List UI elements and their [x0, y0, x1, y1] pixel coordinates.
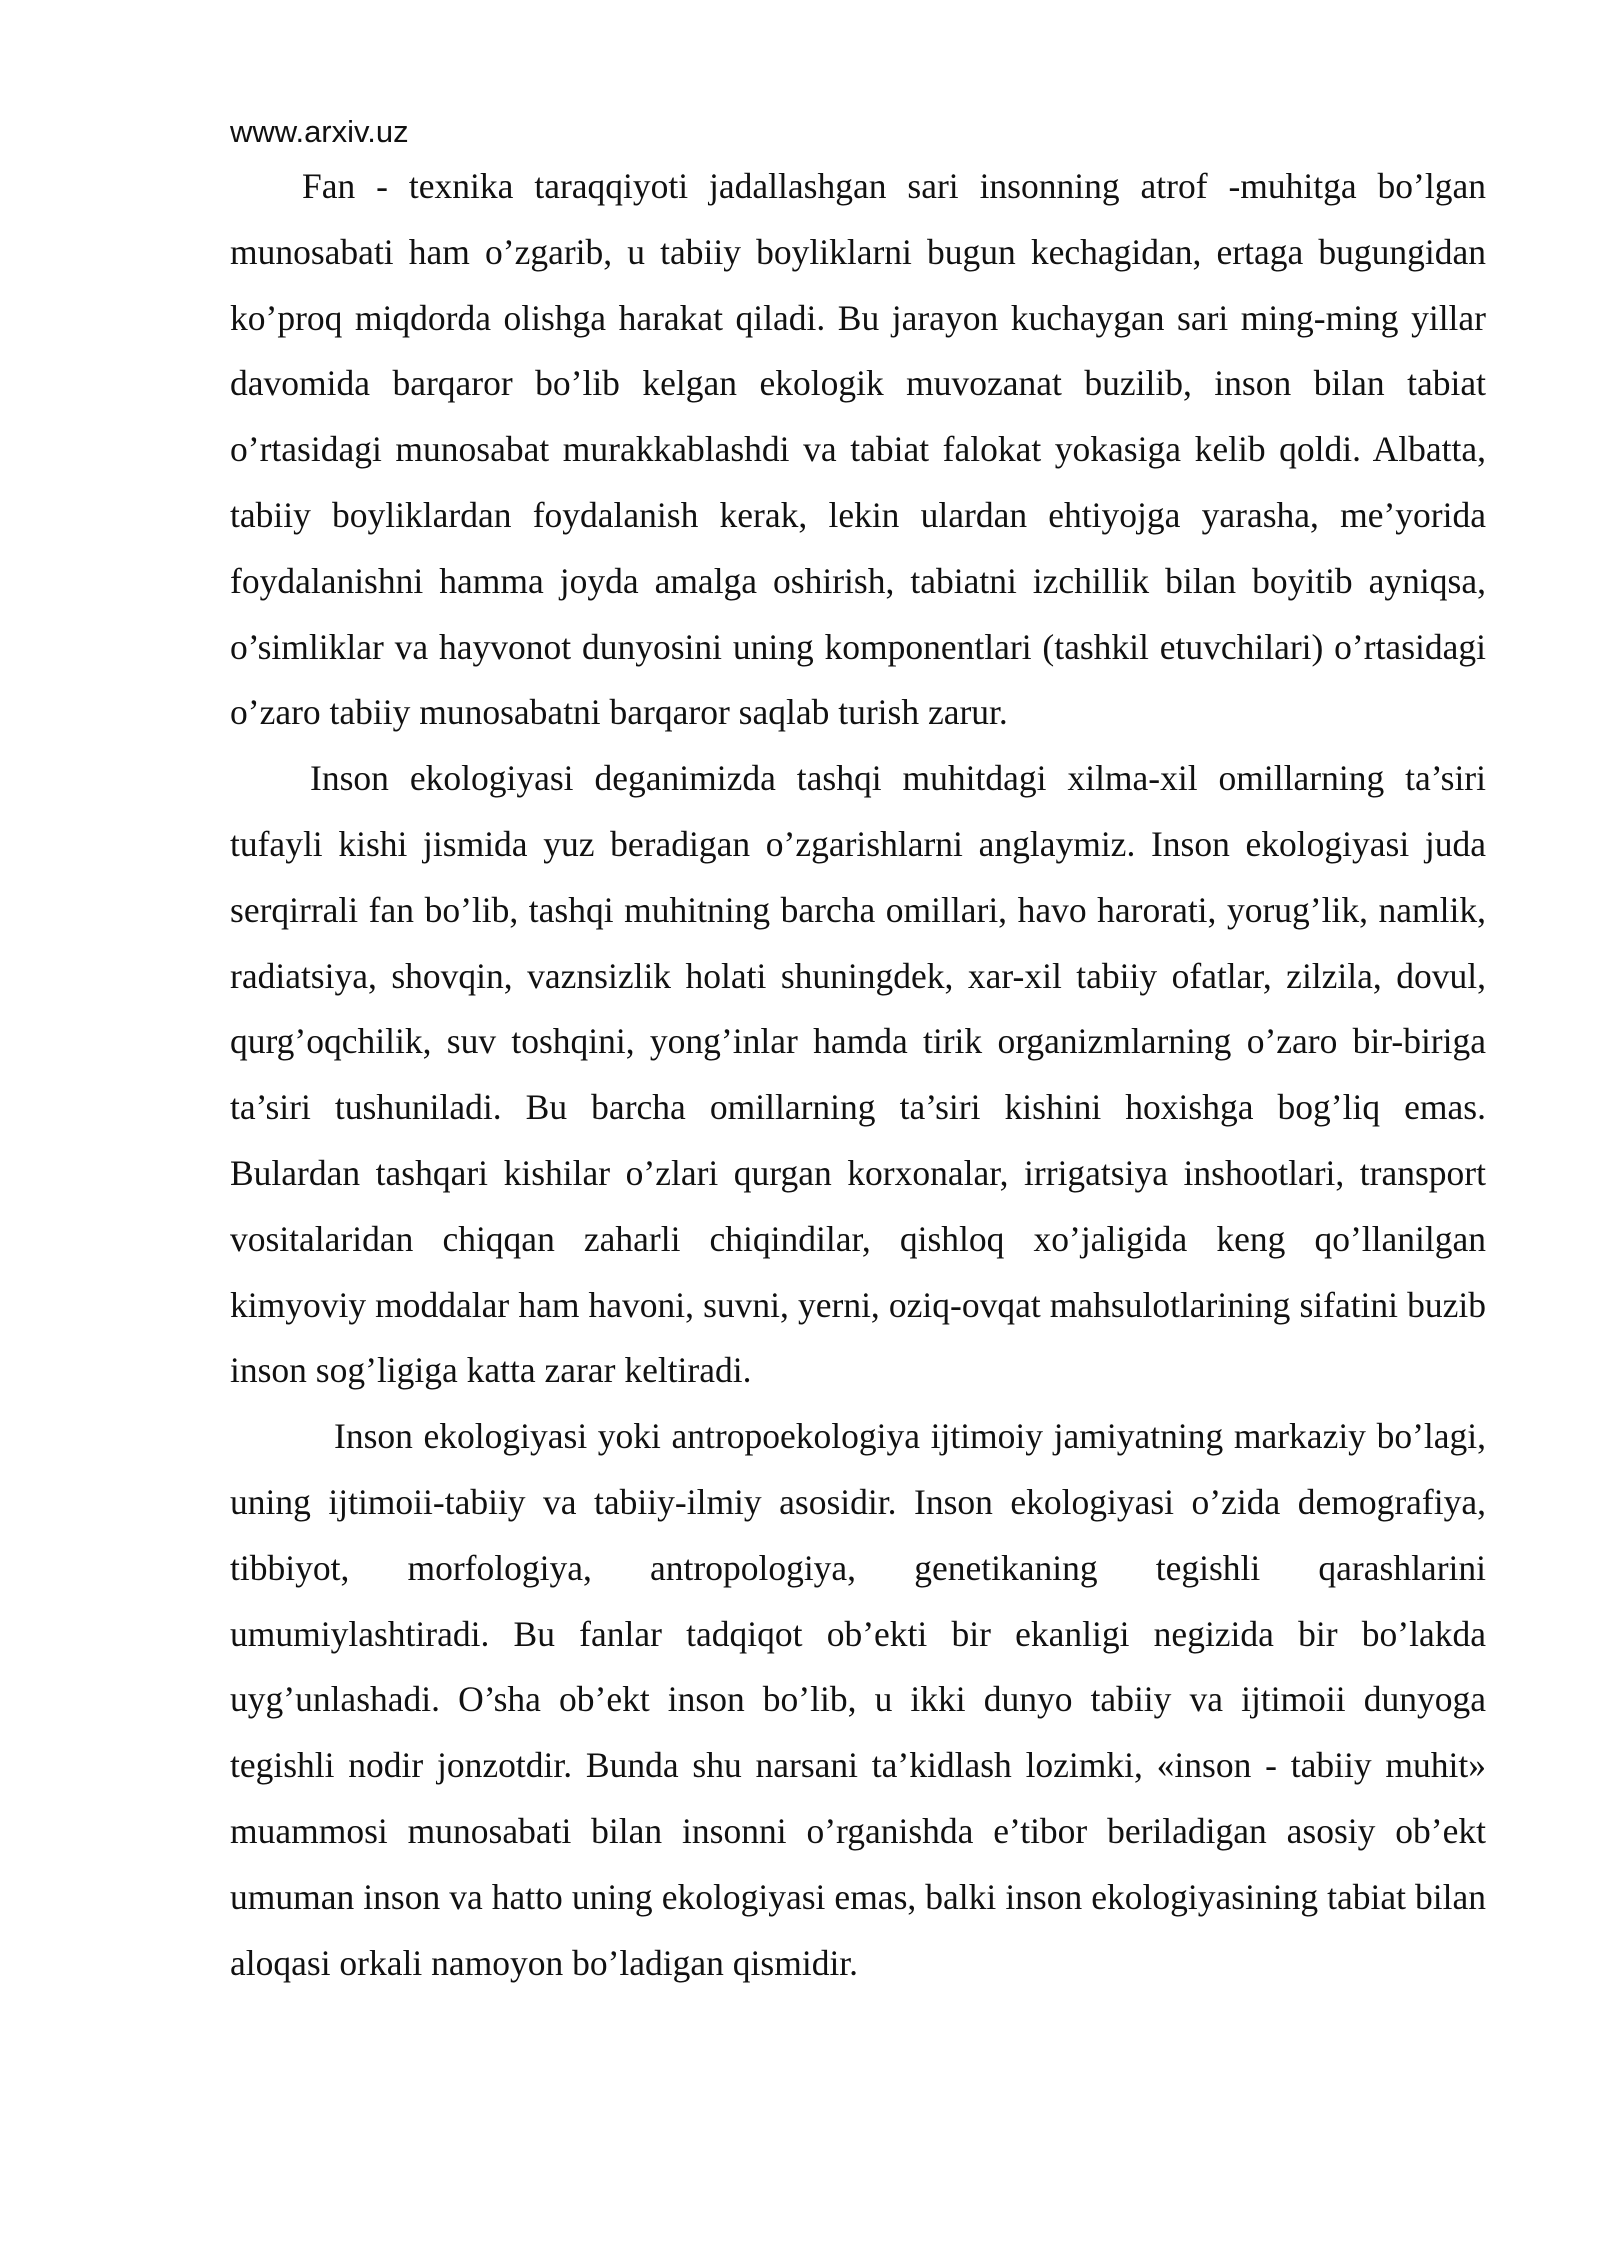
- site-header-text: www.arxiv.uz: [230, 114, 409, 149]
- paragraph-1: Fan - texnika taraqqiyoti jadallashgan sari insonning atrof -muhitga bo’lgan munosabati ham o’zgarib, u tabiiy boyliklarni bugun kechagidan, ertaga bugungidan ko’proq miqdorda olishga harakat qiladi. Bu jarayon kuchaygan sari ming-ming yillar davomida barqaror bo’lib kelgan ekologik muvozanat buzilib, inson bilan tabiat o’rtasidagi munosabat murakkablashdi va tabiat falokat yokasiga kelib qoldi. Albatta, tabiiy boyliklardan foydalanish kerak, lekin ulardan ehtiyojga yarasha, me’yorida foydalanishni hamma joyda amalga oshirish, tabiatni izchillik bilan boyitib ayniqsa, o’simliklar va hayvonot dunyosini uning komponentlari (tashkil etuvchilari) o’rtasidagi o’zaro tabiiy munosabatni barqaror saqlab turish zarur.: [230, 166, 1486, 733]
- paragraph-3: Inson ekologiyasi yoki antropoekologiya ijtimoiy jamiyatning markaziy bo’lagi, uning ijtimoii-tabiiy va tabiiy-ilmiy asosidir. Inson ekologiyasi o’zida demografiya, tibbiyot, morfologiya, antropologiya, genetikaning tegishli qarashlarini umumiylashtiradi. Bu fanlar tadqiqot ob’ekti bir ekanligi negizida bir bo’lakda uyg’unlashadi. O’sha ob’ekt inson bo’lib, u ikki dunyo tabiiy va ijtimoii dunyoga tegishli nodir jonzotdir. Bunda shu narsani ta’kidlash lozimki, «inson - tabiiy muhit» muammosi munosabati bilan insonni o’rganishda e’tibor beriladigan asosiy ob’ekt umuman inson va hatto uning ekologiyasi emas, balki inson ekologiyasining tabiat bilan aloqasi orkali namoyon bo’ladigan qismidir.: [230, 1416, 1486, 1983]
- document-body: [230, 154, 1486, 1996]
- paragraph-2: Inson ekologiyasi deganimizda tashqi muhitdagi xilma-xil omillarning ta’siri tufayli kishi jismida yuz beradigan o’zgarishlarni anglaymiz. Inson ekologiyasi juda serqirrali fan bo’lib, tashqi muhitning barcha omillari, havo harorati, yorug’lik, namlik, radiatsiya, shovqin, vaznsizlik holati shuningdek, xar-xil tabiiy ofatlar, zilzila, dovul, qurg’oqchilik, suv toshqini, yong’inlar hamda tirik organizmlarning o’zaro bir-biriga ta’siri tushuniladi. Bu barcha omillarning ta’siri kishini hoxishga bog’liq emas. Bulardan tashqari kishilar o’zlari qurgan korxonalar, irrigatsiya inshootlari, transport vositalaridan chiqqan zaharli chiqindilar, qishloq xo’jaligida keng qo’llanilgan kimyoviy moddalar ham havoni, suvni, yerni, oziq-ovqat mahsulotlarining sifatini buzib inson sog’ligiga katta zarar keltiradi.: [230, 758, 1486, 1391]
